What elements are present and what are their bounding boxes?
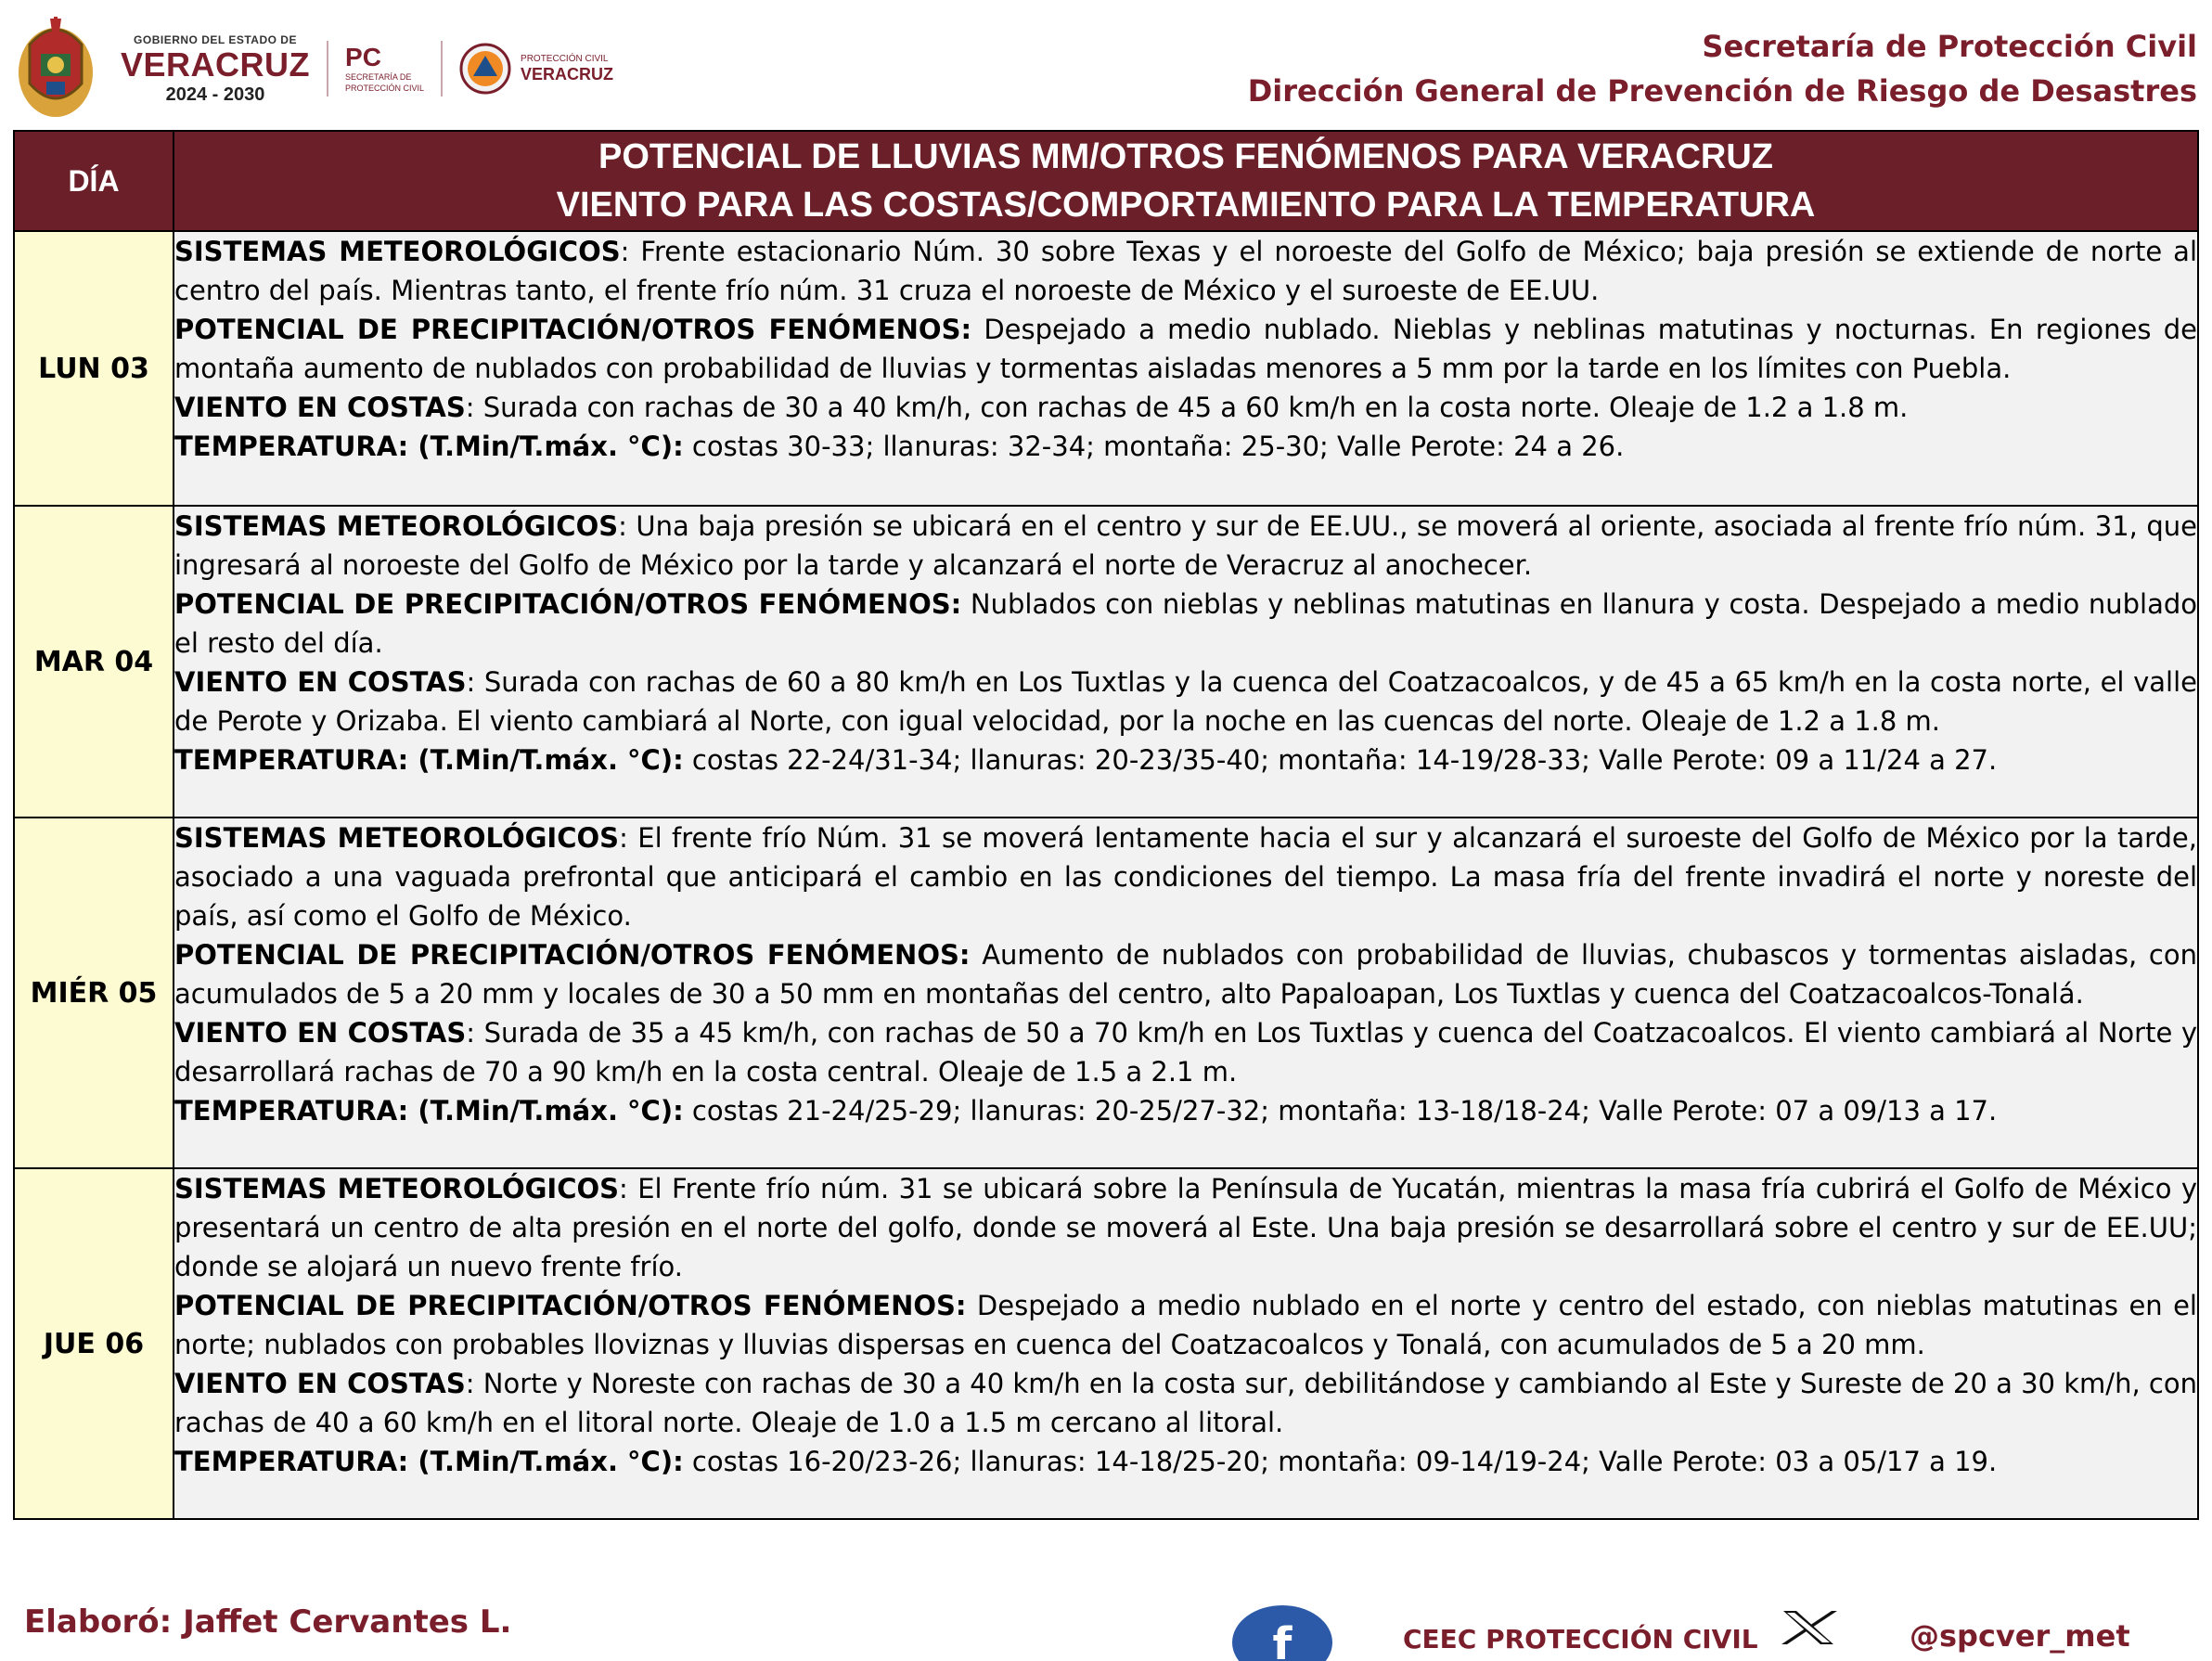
sistemas-label: SISTEMAS METEOROLÓGICOS xyxy=(174,510,619,542)
table-row xyxy=(14,231,2198,506)
day-cell: MIÉR 05 xyxy=(14,818,174,1168)
sistemas-paragraph xyxy=(174,507,2197,585)
svg-text:f: f xyxy=(1272,1618,1292,1661)
viento-text: : Norte y Noreste con rachas de 30 a 40 km/h en la costa sur, debilitándose y cambiando al Este y Sureste de 20 a 30 km/h, con rachas de 40 a 60 km/h en el litoral norte. Oleaje de 1.0 a 1.5 m cercano al litoral. xyxy=(174,1368,2197,1438)
agency-title xyxy=(1248,24,2197,113)
logo-divider xyxy=(441,41,443,97)
agency-title-line1: Secretaría de Protección Civil xyxy=(1702,29,2197,64)
pcv-name: VERACRUZ xyxy=(521,65,614,84)
potencial-paragraph xyxy=(174,585,2197,663)
viento-label: VIENTO EN COSTAS xyxy=(174,666,467,698)
temperatura-text: costas 16-20/23-26; llanuras: 14-18/25-20; montaña: 09-14/19-24; Valle Perote: 03 a 05/17 a 19. xyxy=(683,1446,1998,1477)
sistemas-text: : El frente frío Núm. 31 se moverá lentamente hacia el sur y alcanzará el suroeste del Golfo de México por la tarde, asociado a una vaguada prefrontal que anticipará el cambio en las condiciones del tiempo. La masa fría del frente invadirá el norte y noreste del país, así como el Golfo de México. xyxy=(174,822,2197,932)
sistemas-label: SISTEMAS METEOROLÓGICOS xyxy=(174,1173,620,1204)
temperatura-paragraph xyxy=(174,427,2197,466)
sistemas-paragraph xyxy=(174,818,2197,935)
x-logo-icon[interactable] xyxy=(1778,1609,1839,1646)
column-header-line2: VIENTO PARA LAS COSTAS/COMPORTAMIENTO PARA LA TEMPERATURA xyxy=(556,186,1816,225)
temperatura-label: TEMPERATURA: (T.Min/T.máx. °C): xyxy=(174,431,684,462)
forecast-table xyxy=(13,130,2199,1520)
column-header-forecast xyxy=(174,131,2198,231)
potencial-paragraph xyxy=(174,310,2197,388)
header-logos xyxy=(13,17,613,121)
day-cell: MAR 04 xyxy=(14,506,174,818)
facebook-icon[interactable] xyxy=(1232,1605,1332,1661)
temperatura-text: costas 30-33; llanuras: 32-34; montaña: 25-30; Valle Perote: 24 a 26. xyxy=(683,431,1625,462)
viento-label: VIENTO EN COSTAS xyxy=(174,392,466,423)
forecast-cell xyxy=(174,818,2198,1168)
viento-label: VIENTO EN COSTAS xyxy=(174,1017,467,1049)
day-cell: LUN 03 xyxy=(14,231,174,506)
column-header-day: DÍA xyxy=(14,131,174,231)
forecast-cell xyxy=(174,231,2198,506)
sistemas-text: : Frente estacionario Núm. 30 sobre Texas y el noroeste del Golfo de México; baja presión se extiende de norte al centro del país. Mientras tanto, el frente frío núm. 31 cruza el noroeste de México y el suroeste de EE.UU. xyxy=(174,236,2198,306)
pc-label-1: SECRETARÍA DE xyxy=(345,72,412,82)
table-header-row xyxy=(14,131,2198,231)
potencial-label: POTENCIAL DE PRECIPITACIÓN/OTROS FENÓMENOS: xyxy=(174,939,971,971)
potencial-label: POTENCIAL DE PRECIPITACIÓN/OTROS FENÓMENOS: xyxy=(174,1290,967,1321)
pc-veracruz-wordmark xyxy=(521,55,613,83)
viento-paragraph xyxy=(174,388,2197,427)
sistemas-paragraph xyxy=(174,1169,2197,1286)
potencial-paragraph xyxy=(174,935,2197,1013)
temperatura-text: costas 21-24/25-29; llanuras: 20-25/27-32; montaña: 13-18/18-24; Valle Perote: 07 a 09/13 a 17. xyxy=(683,1095,1998,1127)
viento-text: : Surada con rachas de 30 a 40 km/h, con rachas de 45 a 60 km/h en la costa norte. Oleaje de 1.2 a 1.8 m. xyxy=(465,392,1909,423)
column-header-line1: POTENCIAL DE LLUVIAS MM/OTROS FENÓMENOS PARA VERACRUZ xyxy=(598,137,1773,176)
potencial-label: POTENCIAL DE PRECIPITACIÓN/OTROS FENÓMENOS: xyxy=(174,588,962,620)
forecast-cell xyxy=(174,506,2198,818)
temperatura-label: TEMPERATURA: (T.Min/T.máx. °C): xyxy=(174,1095,684,1127)
sistemas-label: SISTEMAS METEOROLÓGICOS xyxy=(174,236,621,267)
logo-divider xyxy=(327,41,328,97)
sistemas-label: SISTEMAS METEOROLÓGICOS xyxy=(174,822,620,854)
sistemas-text: : Una baja presión se ubicará en el centro y sur de EE.UU., se moverá al oriente, asociada al frente frío núm. 31, que ingresará al noroeste del Golfo de México por la tarde y alcanzará el norte de Veracruz al anochecer. xyxy=(174,510,2197,581)
viento-label: VIENTO EN COSTAS xyxy=(174,1368,466,1399)
pcv-label: PROTECCIÓN CIVIL xyxy=(521,54,609,64)
government-wordmark xyxy=(121,34,310,104)
potencial-paragraph xyxy=(174,1286,2197,1364)
day-cell: JUE 06 xyxy=(14,1168,174,1519)
temperatura-label: TEMPERATURA: (T.Min/T.máx. °C): xyxy=(174,1446,684,1477)
temperatura-label: TEMPERATURA: (T.Min/T.máx. °C): xyxy=(174,744,684,776)
temperatura-paragraph xyxy=(174,740,2197,779)
state-name: VERACRUZ xyxy=(121,45,311,84)
table-row xyxy=(14,1168,2198,1519)
sistemas-paragraph xyxy=(174,232,2197,310)
potencial-text: Despejado a medio nublado en el norte y centro del estado, con nieblas matutinas en el norte; nublados con probables lloviznas y lluvias dispersas en cuenca del Coatzacoalcos y Tonalá, con acumulados de 5 a 20 mm. xyxy=(174,1290,2197,1360)
civil-protection-emblem-icon xyxy=(459,43,511,95)
author-credit: Elaboró: Jaffet Cervantes L. xyxy=(24,1603,512,1641)
sistemas-text: : El Frente frío núm. 31 se ubicará sobre la Península de Yucatán, mientras la masa fría cubrirá el Golfo de México y presentará un centro de alta presión en el norte del golfo, donde se moverá al Este. Una baja presión se desarrollará sobre el centro y sur de EE.UU; donde se alojará un nuevo frente frío. xyxy=(174,1173,2197,1282)
pc-wordmark xyxy=(345,45,424,93)
potencial-text: Despejado a medio nublado. Nieblas y neblinas matutinas y nocturnas. En regiones de montaña aumento de nublados con probabilidad de lluvias y tormentas aisladas menores a 5 mm por la tarde en los límites con Puebla. xyxy=(174,314,2197,384)
government-years: 2024 - 2030 xyxy=(165,84,265,105)
potencial-text: Aumento de nublados con probabilidad de lluvias, chubascos y tormentas aisladas, con acumulados de 5 a 20 mm y locales de 30 a 50 mm en montañas del centro, alto Papaloapan, Los Tuxtlas y cuenca del Coatzacoalcos-Tonalá. xyxy=(174,939,2197,1010)
potencial-label: POTENCIAL DE PRECIPITACIÓN/OTROS FENÓMENOS: xyxy=(174,314,972,345)
forecast-cell xyxy=(174,1168,2198,1519)
potencial-text: Nublados con nieblas y neblinas matutinas en llanura y costa. Despejado a medio nublado el resto del día. xyxy=(174,588,2198,659)
agency-title-line2: Dirección General de Prevención de Riesgo de Desastres xyxy=(1247,73,2197,109)
viento-paragraph xyxy=(174,1013,2197,1091)
government-label: GOBIERNO DEL ESTADO DE xyxy=(134,32,297,46)
temperatura-paragraph xyxy=(174,1442,2197,1481)
pc-initials: PC xyxy=(345,43,381,71)
viento-paragraph xyxy=(174,663,2197,740)
table-row xyxy=(14,818,2198,1168)
table-row xyxy=(14,506,2198,818)
facebook-account-label[interactable]: CEEC PROTECCIÓN CIVIL xyxy=(1403,1624,1758,1655)
pc-label-2: PROTECCIÓN CIVIL xyxy=(345,84,425,93)
temperatura-paragraph xyxy=(174,1091,2197,1130)
viento-paragraph xyxy=(174,1364,2197,1442)
state-seal-icon xyxy=(13,17,98,121)
viento-text: : Surada con rachas de 60 a 80 km/h en Los Tuxtlas y la cuenca del Coatzacoalcos, y de 45 a 65 km/h en la costa norte, el valle de Perote y Orizaba. El viento cambiará al Norte, con igual velocidad, por la noche en las cuencas del norte. Oleaje de 1.2 a 1.8 m. xyxy=(174,666,2197,737)
viento-text: : Surada de 35 a 45 km/h, con rachas de 50 a 70 km/h en Los Tuxtlas y cuenca del Coatzacoalcos. El viento cambiará al Norte y desarrollará rachas de 70 a 90 km/h en la costa central. Oleaje de 1.5 a 2.1 m. xyxy=(174,1017,2197,1088)
x-account-label[interactable]: @spcver_met xyxy=(1910,1618,2130,1654)
temperatura-text: costas 22-24/31-34; llanuras: 20-23/35-40; montaña: 14-19/28-33; Valle Perote: 09 a 11/24 a 27. xyxy=(683,744,1998,776)
